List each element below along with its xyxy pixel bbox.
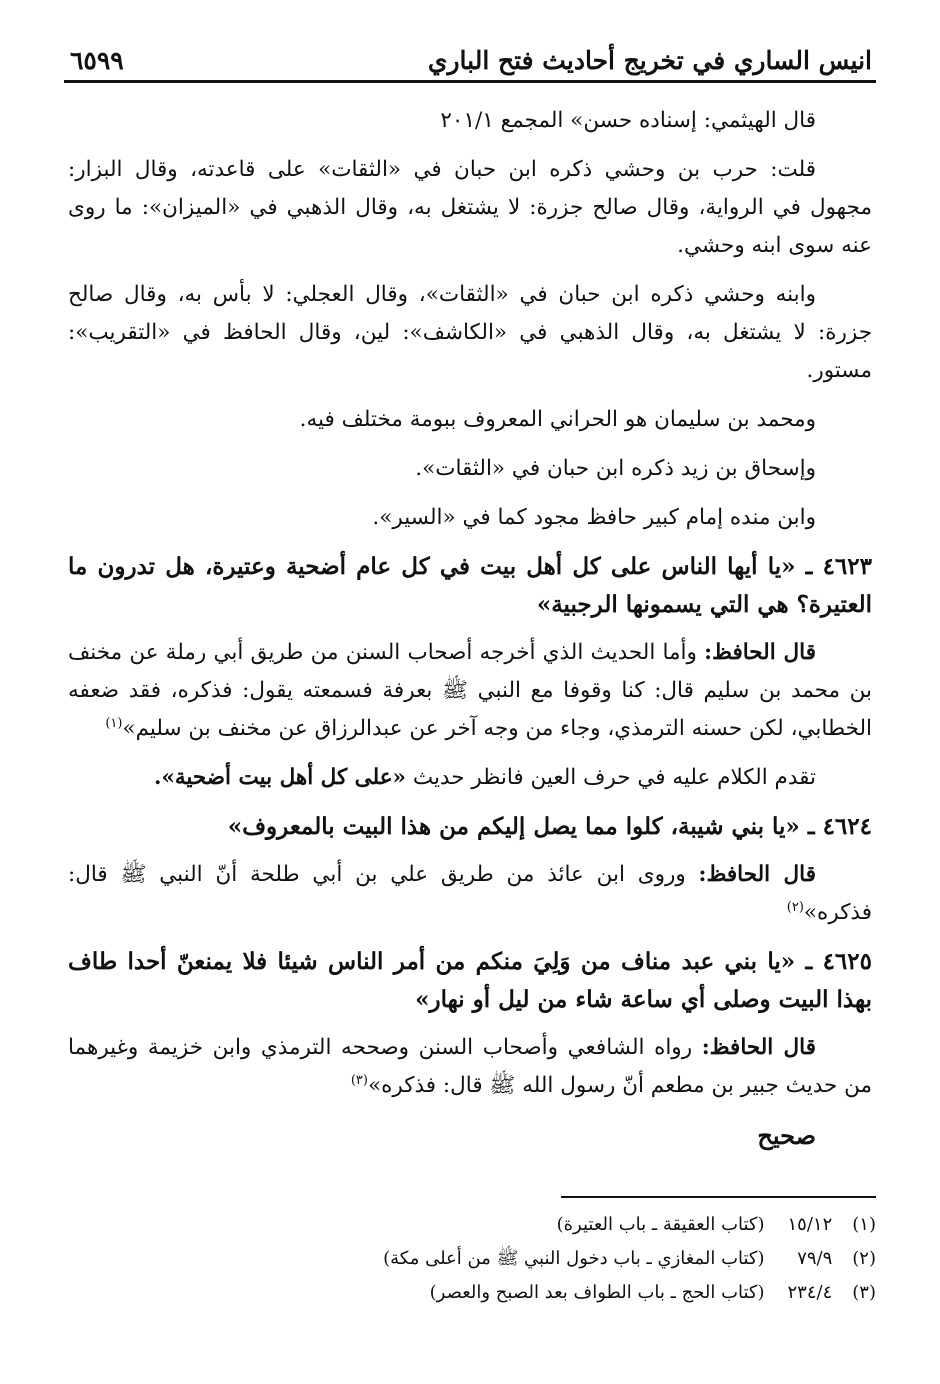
paragraph-haythami: قال الهيثمي: إسناده حسن» المجمع ٢٠١/١ xyxy=(440,108,816,133)
commentary xyxy=(68,634,872,748)
hadith-entry xyxy=(68,808,872,846)
hadith-number: ٤٦٢٤ xyxy=(822,813,872,840)
hadith-entry xyxy=(68,943,872,1019)
commentary-text: رواه الشافعي وأصحاب السنن وصححه الترمذي وابن خزيمة وغيرهما من حديث جبير بن مطعم أنّ رسول الله ﷺ قال: فذكره» xyxy=(68,1035,872,1098)
commentary-label: قال الحافظ: xyxy=(704,640,816,665)
footnote-text: (كتاب الحج ـ باب الطواف بعد الصبح والعصر) xyxy=(429,1282,765,1303)
hadith-dash: ـ xyxy=(807,813,815,840)
main-text xyxy=(68,102,872,1156)
commentary-text: وروى ابن عائذ من طريق علي بن أبي طلحة أنّ النبي ﷺ قال: فذكره» xyxy=(68,862,872,925)
hadith-dash: ـ xyxy=(805,948,813,975)
footnote xyxy=(300,1208,876,1242)
page-header xyxy=(64,40,876,83)
cross-reference xyxy=(68,759,872,797)
footnote-divider xyxy=(561,1196,876,1198)
paragraph-harb: قلت: حرب بن وحشي ذكره ابن حبان في «الثقات» على قاعدته، وقال البزار: مجهول في الرواية، وقال صالح جزرة: لا يشتغل به، وقال الذهبي في «الميزان»: ما روى عنه سوى ابنه وحشي. xyxy=(68,157,872,258)
page-number: ٦٥٩٩ xyxy=(70,46,124,75)
hadith-dash: ـ xyxy=(805,553,813,580)
footnote-ref: (٢) xyxy=(786,899,804,915)
footnote-number: (١) xyxy=(852,1214,876,1235)
footnote-number: (٢) xyxy=(852,1248,876,1269)
commentary xyxy=(68,856,872,932)
commentary-text: وأما الحديث الذي أخرجه أصحاب السنن من طريق أبي رملة عن مخنف بن محمد بن سليم قال: كنا وقوفا مع النبي ﷺ بعرفة فسمعته يقول: فذكره، فقد ضعفه الخطابي، لكن حسنه الترمذي، وجاء من وجه آخر عن عبدالرزاق عن مخنف بن سليم» xyxy=(68,640,872,741)
footnote-text: (كتاب العقيقة ـ باب العتيرة) xyxy=(556,1214,765,1235)
commentary-label: قال الحافظ: xyxy=(698,862,816,887)
hadith-number: ٤٦٢٣ xyxy=(822,553,872,580)
footnote-reference: ٧٩/٩ xyxy=(797,1248,833,1269)
hadith-number: ٤٦٢٥ xyxy=(822,948,872,975)
cross-reference-title: «على كل أهل بيت أضحية». xyxy=(153,765,406,790)
verdict: صحيح xyxy=(757,1121,816,1150)
footnote xyxy=(300,1276,876,1310)
footnote-reference: ٢٣٤/٤ xyxy=(787,1282,833,1303)
footnote-ref: (٣) xyxy=(350,1072,368,1088)
cross-reference-text: تقدم الكلام عليه في حرف العين فانظر حديث xyxy=(412,765,816,790)
footnote-text: (كتاب المغازي ـ باب دخول النبي ﷺ من أعلى مكة) xyxy=(383,1248,765,1269)
footnote-reference: ١٥/١٢ xyxy=(787,1214,833,1235)
hadith-text: «يا بني عبد مناف من وَلِيَ منكم من أمر الناس شيئا فلا يمنعنّ أحدا طاف بهذا البيت وصلى أي ساعة شاء من ليل أو نهار» xyxy=(68,948,872,1013)
hadith-text: «يا بني شيبة، كلوا مما يصل إليكم من هذا البيت بالمعروف» xyxy=(227,813,800,840)
commentary-label: قال الحافظ: xyxy=(701,1035,816,1060)
commentary xyxy=(68,1029,872,1105)
footnotes xyxy=(300,1208,876,1310)
footnote-number: (٣) xyxy=(852,1282,876,1303)
hadith-text: «يا أيها الناس على كل أهل بيت في كل عام أضحية وعتيرة، هل تدرون ما العتيرة؟ هي التي يسمونها الرجبية» xyxy=(68,553,872,618)
paragraph-muhammad: ومحمد بن سليمان هو الحراني المعروف ببومة مختلف فيه. xyxy=(299,407,816,432)
running-title: انيس الساري في تخريج أحاديث فتح الباري xyxy=(427,46,872,75)
footnote-ref: (١) xyxy=(105,715,123,731)
paragraph-wahshi: وابنه وحشي ذكره ابن حبان في «الثقات»، وقال العجلي: لا بأس به، وقال صالح جزرة: لا يشتغل به، وقال الذهبي في «الكاشف»: لين، وقال الحافظ في «التقريب»: مستور. xyxy=(68,282,872,383)
paragraph-ibn-mandah: وابن منده إمام كبير حافظ مجود كما في «السير». xyxy=(372,505,816,530)
hadith-entry xyxy=(68,548,872,624)
paragraph-ishaq: وإسحاق بن زيد ذكره ابن حبان في «الثقات». xyxy=(415,456,816,481)
footnote xyxy=(300,1242,876,1276)
